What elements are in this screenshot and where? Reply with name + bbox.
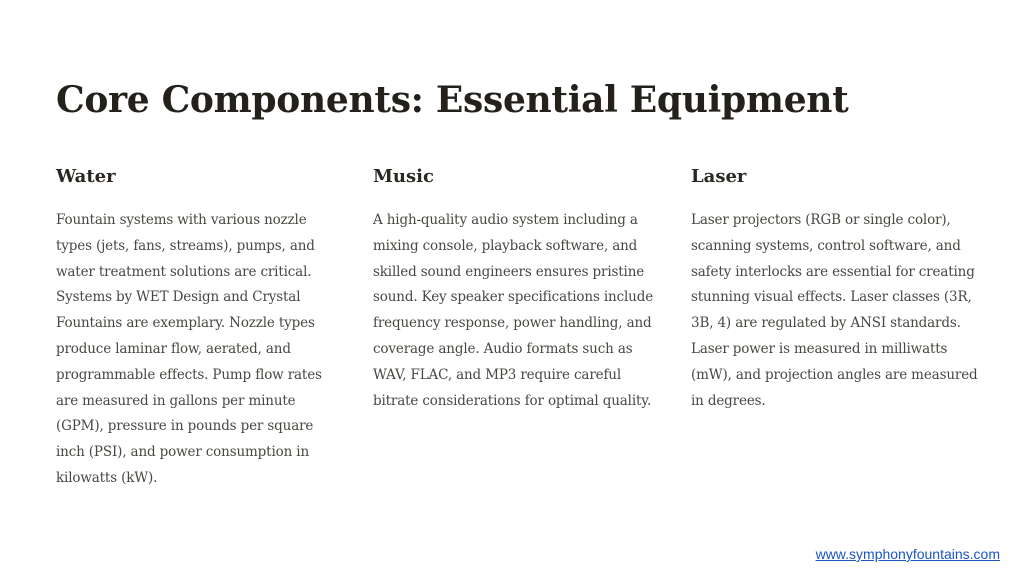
column-music <box>373 164 663 414</box>
column-heading-laser: Laser <box>691 166 747 187</box>
column-body-water: Fountain systems with various nozzle types (jets, fans, streams), pumps, and water treatment solutions are critical. Systems by WET Design and Crystal Fountains are exemplary. Nozzle types produce laminar flow, aerated, and programmable effects. Pump flow rates are measured in gallons per minute (GPM), pressure in pounds per square inch (PSI), and power consumption in kilowatts (kW). <box>56 212 322 486</box>
page-title: Core Components: Essential Equipment <box>56 79 849 121</box>
column-laser <box>691 164 981 414</box>
website-link[interactable]: www.symphonyfountains.com <box>815 546 1000 562</box>
column-body-laser: Laser projectors (RGB or single color), scanning systems, control software, and safety interlocks are essential for creating stunning visual effects. Laser classes (3R, 3B, 4) are regulated by ANSI standards. Laser power is measured in milliwatts (mW), and projection angles are measured in degrees. <box>691 212 978 409</box>
column-heading-music: Music <box>373 166 434 187</box>
column-heading-water: Water <box>56 166 116 187</box>
column-body-music: A high-quality audio system including a mixing console, playback software, and skilled sound engineers ensures pristine sound. Key speaker specifications include frequency response, power handling, and coverage angle. Audio formats such as WAV, FLAC, and MP3 require careful bitrate considerations for optimal quality. <box>373 212 654 409</box>
column-water <box>56 164 346 492</box>
